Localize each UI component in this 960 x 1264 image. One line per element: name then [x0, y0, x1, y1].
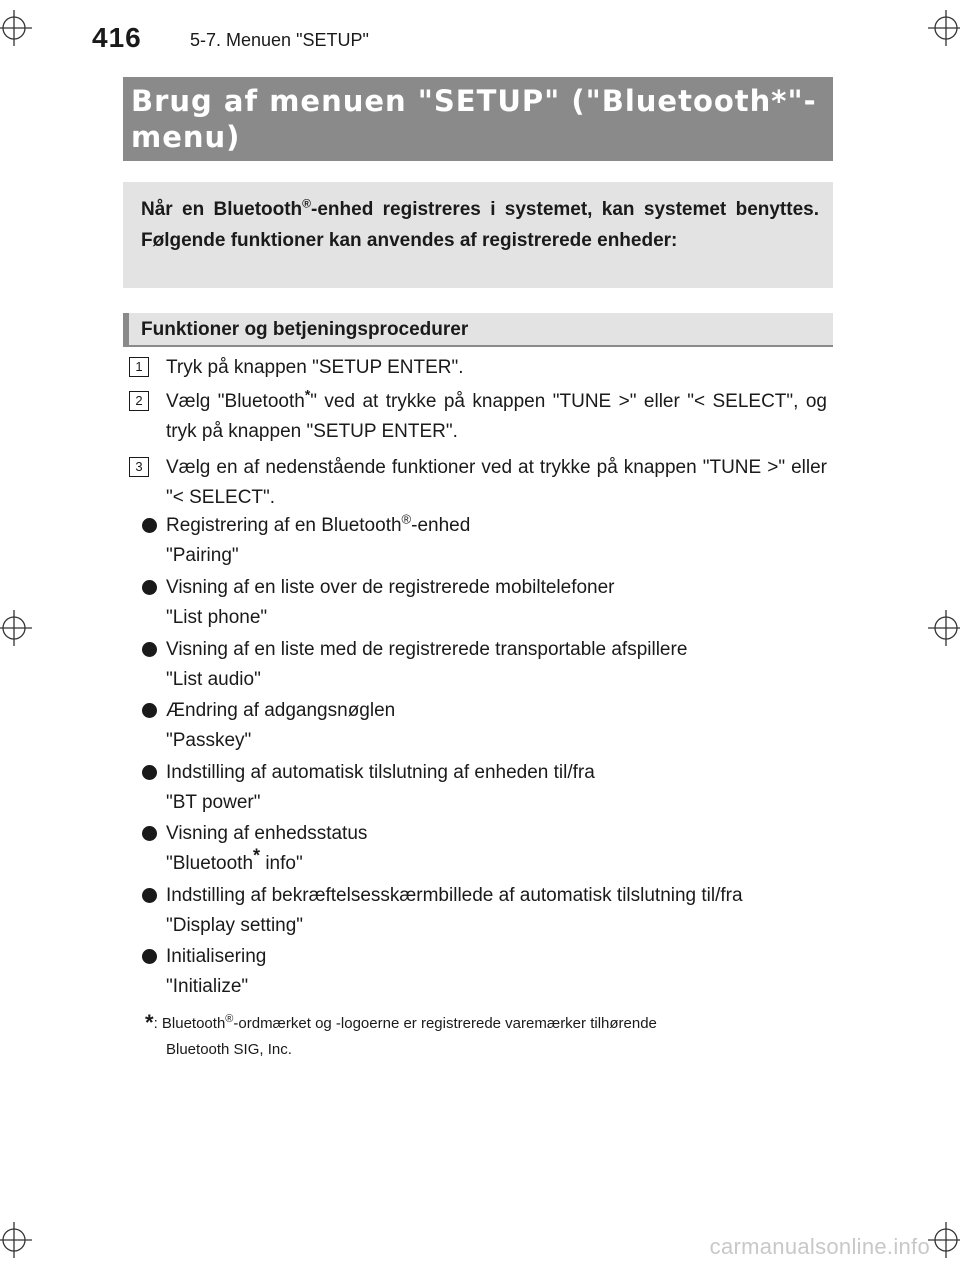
footnote-text: : Bluetooth — [153, 1015, 226, 1032]
step-text-part: Vælg "Bluetooth — [166, 391, 305, 412]
function-description — [166, 511, 842, 541]
registered-mark: ® — [401, 511, 412, 527]
intro-text: -enhed registreres i systemet, kan systemet benyttes. Følgende funktioner kan anvendes af registrerede enheder: — [141, 199, 819, 251]
function-description: Indstilling af bekræftelsesskærmbillede af automatisk tilslutning til/fra — [166, 885, 743, 906]
footnote-text: -ordmærket og -logoerne er registrerede varemærker tilhørende — [233, 1015, 657, 1032]
step-text: Vælg en af nedenstående funktioner ved at trykke på knappen "TUNE >" eller "< SELECT". — [166, 457, 827, 508]
step-1 — [129, 353, 827, 383]
bullet-icon — [142, 703, 157, 718]
list-item — [142, 511, 842, 571]
function-menu-name: "Initialize" — [166, 976, 249, 997]
step-text-part: " ved at trykke på knappen "TUNE >" eller "< SELECT", og tryk på knappen "SETUP ENTER". — [166, 391, 827, 442]
registration-mark-icon — [0, 1222, 32, 1258]
page-title — [123, 77, 833, 161]
registration-mark-icon — [928, 10, 960, 46]
step-text — [166, 387, 827, 447]
footnote — [145, 1010, 827, 1063]
function-description: Initialisering — [166, 946, 267, 967]
bullet-icon — [142, 518, 157, 533]
list-item — [142, 881, 842, 941]
function-menu-name: "List phone" — [166, 607, 268, 628]
step-number-badge: 1 — [129, 357, 149, 377]
bullet-icon — [142, 765, 157, 780]
list-item — [142, 942, 842, 1002]
page-title-line: menu) — [131, 120, 241, 154]
function-description: Ændring af adgangsnøglen — [166, 700, 396, 721]
list-item — [142, 573, 842, 633]
function-description-part: -enhed — [411, 515, 471, 536]
function-description-part: Registrering af en Bluetooth — [166, 515, 402, 536]
bullet-icon — [142, 949, 157, 964]
asterisk-mark: * — [145, 1010, 154, 1035]
function-description: Visning af enhedsstatus — [166, 823, 368, 844]
list-item — [142, 696, 842, 756]
list-item — [142, 819, 842, 879]
list-item — [142, 758, 842, 818]
list-item — [142, 635, 842, 695]
function-menu-name: "List audio" — [166, 669, 261, 690]
function-menu-part: info" — [260, 853, 303, 874]
bullet-icon — [142, 580, 157, 595]
bullet-icon — [142, 826, 157, 841]
function-menu-name: "Pairing" — [166, 545, 239, 566]
function-menu-name: "Passkey" — [166, 730, 252, 751]
registration-mark-icon — [0, 610, 32, 646]
registration-mark-icon — [0, 10, 32, 46]
subsection-title: Funktioner og betjeningsprocedurer — [141, 319, 469, 340]
registration-mark-icon — [928, 610, 960, 646]
function-description: Indstilling af automatisk tilslutning af enheden til/fra — [166, 762, 595, 783]
function-menu-name: "BT power" — [166, 792, 261, 813]
function-menu-name — [166, 845, 842, 879]
subsection-header — [123, 313, 833, 347]
step-text: Tryk på knappen "SETUP ENTER". — [166, 357, 464, 378]
page-number: 416 — [92, 22, 142, 53]
function-menu-part: "Bluetooth — [166, 853, 254, 874]
asterisk-mark: * — [253, 845, 261, 866]
asterisk-mark: * — [304, 386, 311, 403]
intro-box — [123, 182, 833, 288]
function-menu-name: "Display setting" — [166, 915, 304, 936]
step-2 — [129, 387, 827, 447]
step-number-badge: 2 — [129, 391, 149, 411]
intro-text: Når en Bluetooth — [141, 199, 303, 220]
watermark: carmanualsonline.info — [709, 1234, 930, 1259]
function-description: Visning af en liste over de registrerede mobiltelefoner — [166, 577, 615, 598]
section-reference: 5-7. Menuen "SETUP" — [190, 30, 369, 50]
footnote-text: Bluetooth SIG, Inc. — [166, 1041, 292, 1058]
page-title-line: Brug af menuen "SETUP" ("Bluetooth*"- — [131, 84, 817, 118]
bullet-icon — [142, 642, 157, 657]
registered-mark: ® — [302, 196, 312, 211]
function-description: Visning af en liste med de registrerede transportable afspillere — [166, 639, 688, 660]
step-number-badge: 3 — [129, 457, 149, 477]
registration-mark-icon — [928, 1222, 960, 1258]
header-accent-bar — [123, 313, 129, 345]
step-3 — [129, 453, 827, 513]
registered-mark: ® — [225, 1013, 234, 1025]
bullet-icon — [142, 888, 157, 903]
